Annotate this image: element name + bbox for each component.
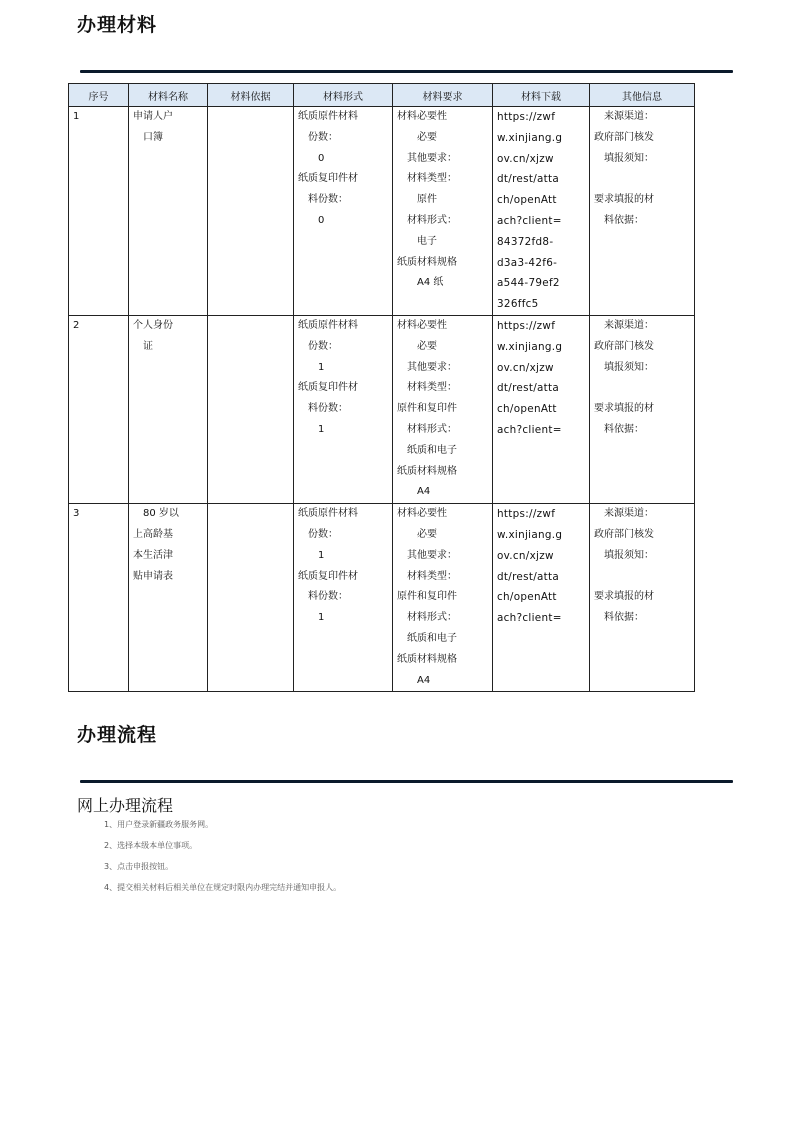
header-requirement: 材料要求 [393,84,493,107]
cell-line: dt/rest/atta [497,382,560,395]
cell-line: w.xinjiang.g [497,528,563,541]
cell-line: ch/openAtt [497,403,557,416]
table-row [69,107,695,316]
cell-name [129,504,208,692]
cell-line: w.xinjiang.g [497,340,563,353]
cell-line: d3a3-42f6- [497,256,558,269]
cell-line: 政府部门核发 [594,528,654,540]
cell-line: ch/openAtt [497,194,557,207]
table-row [69,504,695,692]
cell-basis [208,315,294,503]
cell-line: 原件 [417,194,437,206]
cell-form [294,504,393,692]
cell-line: 纸质材料规格 [397,256,457,268]
cell-line: 上高龄基 [133,528,173,540]
cell-line: 料份数： [308,591,348,603]
cell-line: 材料形式： [407,612,457,624]
cell-line: 份数： [308,131,338,143]
cell-line: A4 纸 [417,277,444,289]
cell-line: 材料形式： [407,214,457,226]
header-other: 其他信息 [590,84,695,107]
cell-line: 纸质原件材料 [298,111,358,122]
cell-index [69,504,129,692]
table-row [69,315,695,503]
section-divider [80,780,733,783]
cell-line: ch/openAtt [497,591,557,604]
cell-line: 填报须知： [604,152,654,164]
cell-name [129,315,208,503]
row-index: 2 [73,319,80,331]
cell-line: 政府部门核发 [594,340,654,352]
cell-line [594,378,690,399]
cell-line: 材料必要性 [397,111,447,122]
cell-name [129,107,208,316]
cell-basis [208,504,294,692]
cell-line: dt/rest/atta [497,173,560,186]
cell-line: 口簿 [143,131,163,143]
process-step: 2、选择本级本单位事项。 [104,841,198,850]
cell-line: dt/rest/atta [497,570,560,583]
section-title-process: 办理流程 [77,724,158,746]
cell-requirement [393,107,493,316]
cell-line: A4 [417,674,431,686]
cell-line: 料依据： [604,423,644,435]
cell-line: 个人身份 [133,319,173,331]
cell-line: 326ffc5 [497,298,539,311]
cell-line: ov.cn/xjzw [497,549,554,562]
cell-line: 其他要求： [407,549,457,561]
cell-line: ov.cn/xjzw [497,152,554,165]
cell-line: 来源渠道： [604,111,654,122]
cell-line: 要求填报的材 [594,403,654,415]
materials-table [68,83,695,692]
cell-line: https://zwf [497,111,556,123]
cell-line: 纸质材料规格 [397,653,457,665]
cell-line: 申请人户 [133,111,173,122]
process-step: 3、点击申报按钮。 [104,862,174,871]
section-divider [80,70,733,73]
cell-line: w.xinjiang.g [497,131,563,144]
cell-line: 其他要求： [407,361,457,373]
cell-line: 纸质和电子 [407,444,457,456]
cell-line: 材料类型： [407,570,457,582]
cell-line: A4 [417,486,431,498]
cell-line: https://zwf [497,508,556,521]
cell-line: 1 [318,549,325,561]
cell-line: ach?client= [497,214,562,227]
cell-line: 1 [318,361,325,373]
cell-other [590,504,695,692]
process-steps [104,818,341,902]
cell-line: 要求填报的材 [594,591,654,603]
cell-line: 84372fd8- [497,235,554,248]
header-download: 材料下载 [493,84,590,107]
cell-line: 必要 [417,528,437,540]
cell-line: ach?client= [497,423,562,436]
cell-form [294,107,393,316]
cell-line: 原件和复印件 [397,591,457,603]
cell-download [493,504,590,692]
row-index: 1 [73,111,80,122]
cell-line: 材料必要性 [397,508,447,520]
cell-other [590,315,695,503]
cell-line: 1 [318,612,325,624]
cell-line [594,169,690,190]
cell-line: 80 岁以 [143,508,179,520]
cell-line: 纸质复印件材 [298,382,358,394]
cell-line: 纸质和电子 [407,632,457,644]
cell-line: 原件和复印件 [397,403,457,415]
process-step: 1、用户登录新疆政务服务网。 [104,820,214,829]
cell-line: 料份数： [308,403,348,415]
cell-line: ov.cn/xjzw [497,361,554,374]
cell-line: 其他要求： [407,152,457,164]
header-name: 材料名称 [129,84,208,107]
cell-line: 必要 [417,131,437,143]
cell-download [493,107,590,316]
row-index: 3 [73,508,80,520]
cell-line: 材料类型： [407,173,457,185]
cell-line: 纸质复印件材 [298,570,358,582]
cell-line: 填报须知： [604,549,654,561]
cell-line: https://zwf [497,319,556,332]
cell-line: 份数： [308,340,338,352]
cell-line: 材料必要性 [397,319,447,331]
cell-line: 填报须知： [604,361,654,373]
cell-line: 料依据： [604,214,644,226]
header-index: 序号 [69,84,129,107]
cell-line: a544-79ef2 [497,277,560,290]
online-process-title: 网上办理流程 [77,796,174,815]
cell-line: 1 [318,423,325,435]
cell-line: 0 [318,214,325,226]
cell-line: 材料类型： [407,382,457,394]
header-basis: 材料依据 [208,84,294,107]
cell-line: 电子 [417,235,437,247]
cell-line: 纸质复印件材 [298,173,358,185]
cell-line: 份数： [308,528,338,540]
cell-index [69,107,129,316]
cell-line: 来源渠道： [604,508,654,520]
cell-line: 0 [318,152,325,164]
cell-line: 料份数： [308,194,348,206]
cell-line: 材料形式： [407,423,457,435]
section-title-materials: 办理材料 [77,14,158,36]
table-header-row [69,84,695,107]
cell-line: 本生活津 [133,549,173,561]
cell-line: 纸质材料规格 [397,465,457,477]
header-form: 材料形式 [294,84,393,107]
cell-requirement [393,504,493,692]
cell-requirement [393,315,493,503]
cell-line: 纸质原件材料 [298,319,358,331]
cell-line: 纸质原件材料 [298,508,358,520]
cell-line: 要求填报的材 [594,194,654,206]
cell-line: 料依据： [604,612,644,624]
cell-form [294,315,393,503]
cell-index [69,315,129,503]
cell-download [493,315,590,503]
cell-other [590,107,695,316]
cell-line: 政府部门核发 [594,131,654,143]
cell-line: 证 [143,340,153,352]
cell-line: 必要 [417,340,437,352]
cell-line: 贴申请表 [133,570,173,582]
cell-line: 来源渠道： [604,319,654,331]
cell-basis [208,107,294,316]
process-step: 4、提交相关材料后相关单位在规定时限内办理完结并通知申报人。 [104,883,342,892]
cell-line [594,567,690,588]
cell-line: ach?client= [497,612,562,625]
